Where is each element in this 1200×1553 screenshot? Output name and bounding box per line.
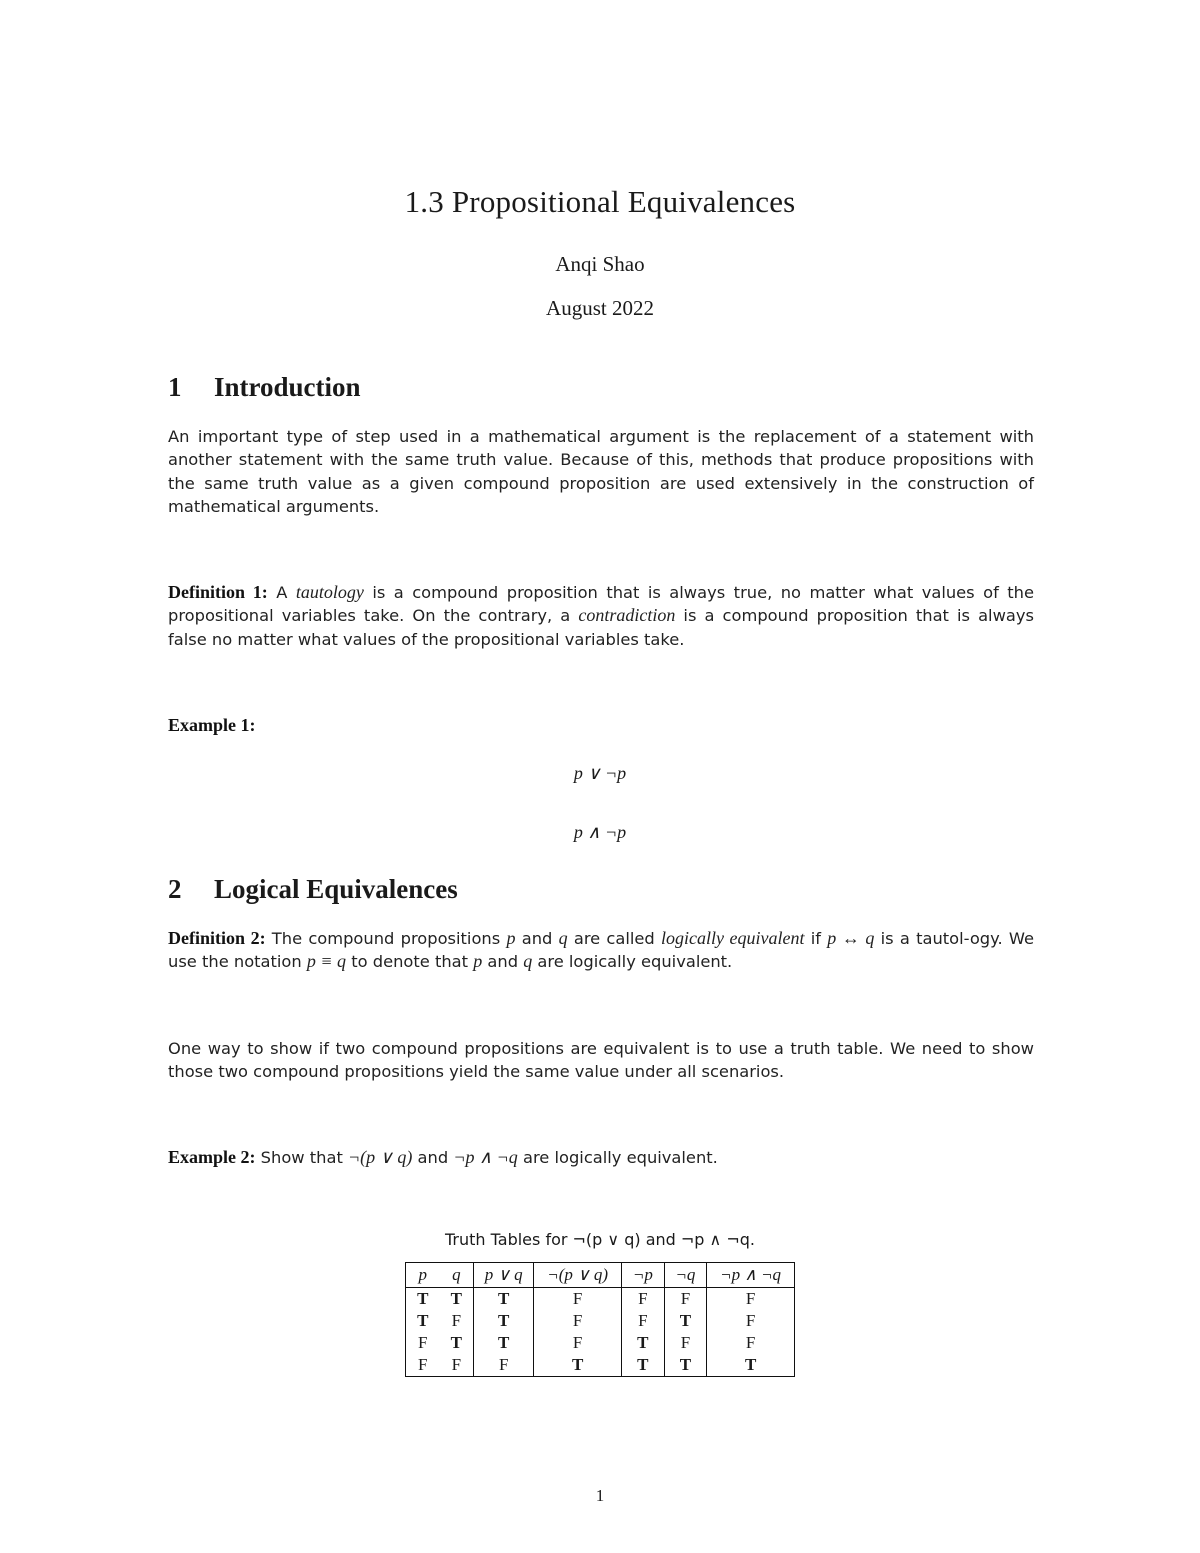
author: Anqi Shao: [555, 252, 645, 276]
example-label: Example 1:: [168, 715, 256, 735]
table-cell: F: [534, 1332, 622, 1354]
example-label: Example 2:: [168, 1147, 256, 1167]
table-row: [406, 1332, 795, 1354]
text: if: [804, 929, 828, 948]
math-equivalence: p ≡ q: [306, 951, 347, 972]
table-cell: T: [664, 1354, 707, 1377]
table-cell: F: [440, 1310, 474, 1332]
table-cell: F: [622, 1310, 665, 1332]
page-number: 1: [595, 1486, 605, 1505]
text: The compound propositions: [265, 929, 507, 948]
table-header-row: [406, 1263, 795, 1288]
table-cell: F: [534, 1288, 622, 1311]
text: is a tautol-ogy. We use the notation: [168, 929, 1035, 972]
term-tautology: tautology: [295, 582, 364, 602]
example-1-expression-2: p ∧ ¬p: [573, 822, 627, 842]
text: to denote that: [346, 952, 474, 972]
definition-label: Definition 1:: [168, 582, 268, 602]
math-expression: ¬(p ∨ q): [348, 1147, 413, 1167]
table-cell: F: [664, 1288, 707, 1311]
text: Show that: [255, 1148, 349, 1167]
intro-paragraph: An important type of step used in a mathematical argument is the replacement of a statement with another statement with the same truth value. Because of this, methods that produce propositions with the same truth value as a given compound proposition are used extensively in the construction of mathematical arguments.: [168, 427, 1034, 517]
table-cell: F: [534, 1310, 622, 1332]
column-header: p ∨ q: [474, 1263, 534, 1288]
table-caption: Truth Tables for ¬(p ∨ q) and ¬p ∧ ¬q.: [445, 1230, 755, 1249]
table-cell: F: [745, 1333, 756, 1352]
table-row: [406, 1288, 795, 1311]
section-heading-logical-equivalences: [168, 874, 458, 905]
text: and: [482, 952, 524, 972]
text: and: [412, 1148, 454, 1167]
table-cell: F: [418, 1355, 428, 1374]
truth-table: [405, 1262, 795, 1377]
table-cell: T: [440, 1288, 474, 1311]
text: are logically equivalent.: [517, 1148, 718, 1167]
table-cell: T: [474, 1310, 534, 1332]
table-cell: T: [417, 1311, 429, 1330]
table-cell: F: [440, 1354, 474, 1377]
table-cell: F: [418, 1333, 428, 1352]
section-heading-introduction: [168, 372, 361, 403]
table-cell: F: [745, 1289, 756, 1308]
table-cell: F: [474, 1354, 534, 1377]
page-title: 1.3 Propositional Equivalences: [404, 184, 796, 219]
date: August 2022: [546, 296, 654, 320]
math-p: p: [506, 928, 516, 948]
column-header: ¬(p ∨ q): [534, 1263, 622, 1288]
text: are logically equivalent.: [532, 952, 733, 972]
table-cell: T: [474, 1332, 534, 1354]
column-header: ¬q: [664, 1263, 707, 1288]
text: are called: [567, 929, 661, 948]
example-1-label: [168, 714, 1034, 737]
table-cell: T: [622, 1332, 665, 1354]
text: is a compound proposition that is always false no matter what values of the propositional variables take.: [168, 606, 1034, 649]
column-header: ¬p: [622, 1263, 665, 1288]
text: and: [515, 929, 559, 948]
math-q: q: [558, 928, 568, 948]
text: is a compound proposition that is always true, no matter what values of the propositional variables take. On the contrary, a: [168, 583, 1034, 626]
table-cell: F: [664, 1332, 707, 1354]
table-row: [406, 1354, 795, 1377]
table-cell: T: [622, 1354, 665, 1377]
section-number: 1: [168, 372, 182, 402]
section-number: 2: [168, 874, 182, 904]
example-1-expression-1: p ∨ ¬p: [573, 763, 627, 783]
math-p: p: [473, 951, 483, 972]
section-title: Introduction: [214, 372, 361, 402]
column-header: ¬p ∧ ¬q: [707, 1263, 795, 1288]
math-biconditional: p ↔ q: [827, 928, 875, 948]
table-cell: F: [745, 1311, 756, 1330]
column-header: q: [440, 1263, 474, 1288]
term-logically-equivalent: logically equivalent: [660, 928, 805, 948]
table-cell: T: [534, 1354, 622, 1377]
term-contradiction: contradiction: [578, 605, 676, 626]
table-row: [406, 1310, 795, 1332]
math-expression: ¬p ∧ ¬q: [453, 1147, 518, 1167]
math-q: q: [523, 951, 533, 972]
column-header: p: [406, 1263, 440, 1288]
table-cell: T: [744, 1355, 757, 1374]
table-cell: T: [440, 1332, 474, 1354]
definition-2: [168, 927, 1034, 974]
table-cell: T: [664, 1310, 707, 1332]
text: A: [267, 583, 296, 602]
definition-label: Definition 2:: [168, 928, 266, 948]
section-title: Logical Equivalences: [214, 874, 458, 904]
example-2: [168, 1146, 1034, 1169]
truth-table-paragraph: One way to show if two compound propositions are equivalent is to use a truth table. We need to show those two compound propositions yield the same value under all scenarios.: [168, 1039, 1034, 1082]
definition-1: [168, 581, 1034, 651]
table-cell: T: [417, 1289, 429, 1308]
table-cell: T: [474, 1288, 534, 1311]
table-cell: F: [622, 1288, 665, 1311]
